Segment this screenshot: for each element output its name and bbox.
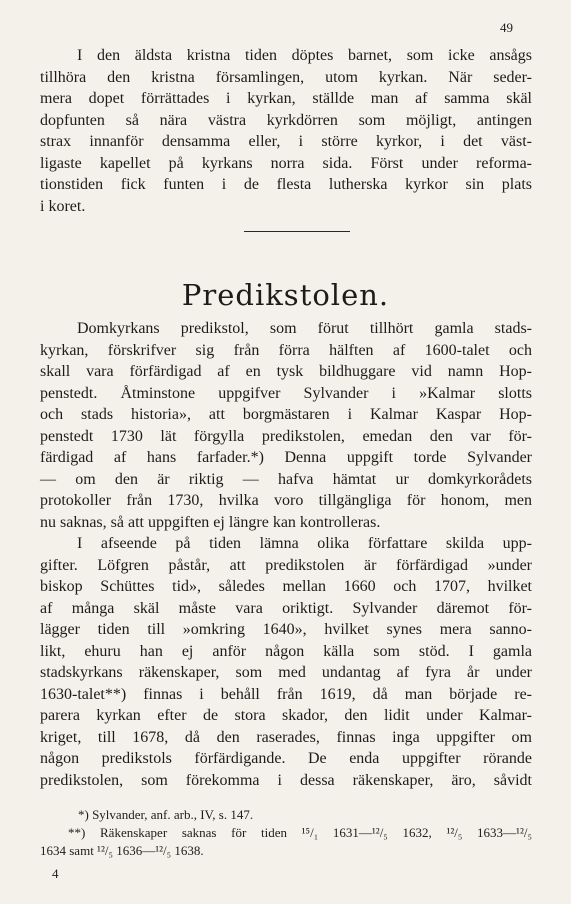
text-line: i koret. <box>40 197 86 215</box>
text-line: nu saknas, så att uppgiften ej längre kan kontrolleras. <box>40 513 381 531</box>
text-line: biskop Schüttes tid», således mellan 1660 och 1707, hvilket <box>40 578 532 595</box>
text-line: af många skäl måste vara oriktigt. Sylvander däremot för- <box>40 599 532 617</box>
section-divider <box>244 231 350 232</box>
footnote-continuation: 1634 samt ¹²/₅ 1636—¹²/₅ 1638. <box>40 843 204 858</box>
text-line: färdigad af hans farfader.*) Denna uppgift torde Sylvander <box>40 449 532 466</box>
text-line: dopfunten så nära västra kyrkdörren som möjligt, antingen <box>40 111 532 129</box>
text-line: strax innanför densamma eller, i större kyrkor, i det väst- <box>40 133 532 150</box>
text-line: och stads historia», att borgmästaren i Kalmar Kaspar Hop- <box>40 406 532 423</box>
footnote: **) Räkenskaper saknas för tiden ¹⁵/₁ 1631—¹²/₅ 1632, ¹²/₅ 1633—¹²/₅ <box>68 825 532 840</box>
text-line: någon predikstols förfärdigande. De enda uppgifter rörande <box>40 750 532 767</box>
text-line: kriget, till 1678, då den raserades, finnas inga uppgifter om <box>40 728 532 746</box>
text-line: tillhöra den kristna församlingen, utom kyrkan. När seder- <box>40 68 532 86</box>
text-line: skall vara förfärdigad af en tysk bildhuggare vid namn Hop- <box>40 363 532 380</box>
text-line: stadskyrkans räkenskaper, som med undantag af fyra år under <box>40 664 532 681</box>
text-line: penstedt. Åtminstone uppgifver Sylvander i »Kalmar slotts <box>40 384 532 402</box>
text-line: lägger tiden till »omkring 1640», hvilket synes mera sanno- <box>40 621 532 638</box>
text-line: likt, ehuru han ej anför någon källa som stöd. I gamla <box>40 642 532 660</box>
text-line: 1630-talet**) finnas i behåll från 1619, då man började re- <box>40 685 532 703</box>
text-line: — om den är riktig — hafva hämtat ur domkyrkorådets <box>40 470 532 488</box>
page-number: 49 <box>500 20 513 35</box>
footnote: *) Sylvander, anf. arb., IV, s. 147. <box>78 807 254 822</box>
intro-paragraph <box>40 45 532 217</box>
text-line: I den äldsta kristna tiden döptes barnet, som icke ansågs <box>77 47 532 64</box>
body-text <box>40 318 532 791</box>
signature-mark: 4 <box>52 866 59 881</box>
text-line: predikstolen, som förekomma i dessa räkenskaper, äro, såvidt <box>40 771 532 789</box>
text-line: protokoller från 1730, hvilka voro tillgängliga för honom, men <box>40 492 532 509</box>
text-line: tionstiden fick funten i de flesta lutherska kyrkor sin plats <box>40 176 532 193</box>
text-line: ligaste kapellet på kyrkans norra sida. Först under reforma- <box>40 154 532 172</box>
text-line: kyrkan, förskrifver sig från förra hälften af 1600-talet och <box>40 341 532 359</box>
section-heading: Predikstolen. <box>181 278 390 312</box>
text-line: mera dopet förrättades i kyrkan, ställde man af samma skäl <box>40 90 532 107</box>
text-line: Domkyrkans predikstol, som förut tillhört gamla stads- <box>77 320 532 337</box>
footnotes <box>40 806 532 860</box>
text-line: I afseende på tiden lämna olika författare skilda upp- <box>77 535 532 552</box>
text-line: gifter. Löfgren påstår, att predikstolen är förfärdigad »under <box>40 556 532 574</box>
text-line: penstedt 1730 lät förgylla predikstolen, emedan den var för- <box>40 427 532 445</box>
text-line: parera kyrkan efter de stora skador, den lidit under Kalmar- <box>40 707 532 724</box>
